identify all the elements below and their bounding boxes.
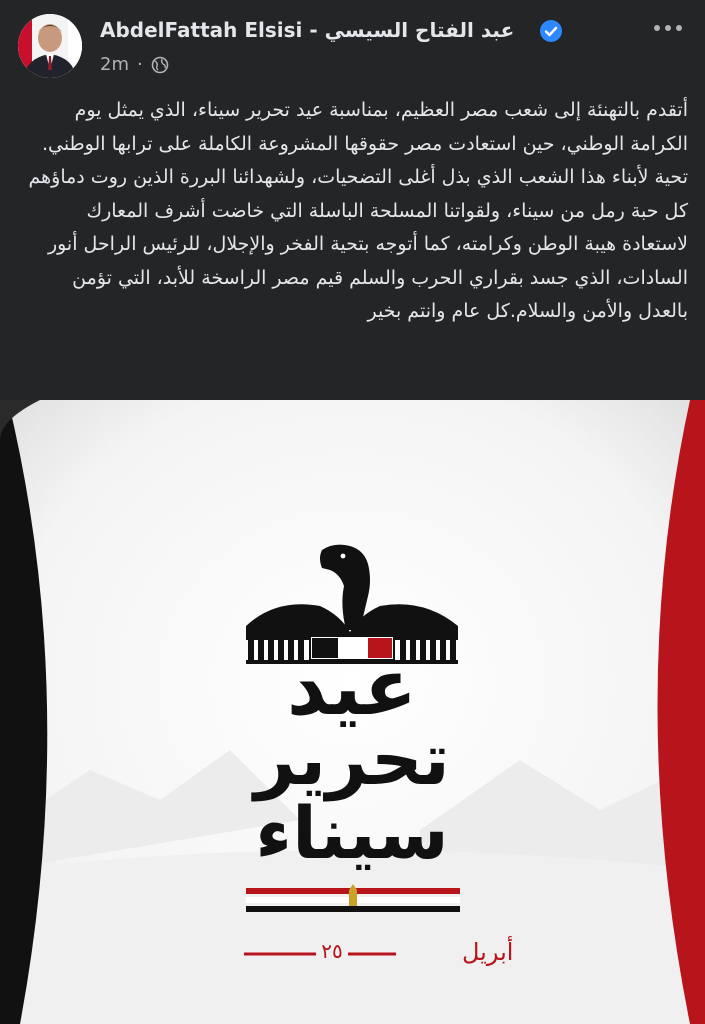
post-image[interactable] [0,400,705,1024]
post-message [18,94,688,329]
graphic-title-line-2: تحرير [254,717,450,801]
globe-icon[interactable] [151,56,169,74]
post-timestamp[interactable]: 2m [100,54,129,75]
graphic-date-month: أبريل [462,938,514,966]
post-paragraph-1: أتقدم بالتهنئة إلى شعب مصر العظيم، بمناسبة عيد تحرير سيناء، الذي يمثل يوم الكرامة الوطني، حين استعادت مصر حقوقها المشروعة الكاملة على ترابها الوطني. [41,99,688,155]
graphic-title-line-1: عيد [286,643,418,733]
egypt-flag-stripes [246,884,460,912]
sinai-liberation-graphic [0,400,705,1024]
verified-badge-icon [539,19,563,43]
graphic-title-line-3: سيناء [255,791,449,875]
post-meta [100,54,169,75]
author-avatar[interactable] [18,14,82,78]
more-options-icon[interactable] [648,16,688,40]
post-paragraph-2: تحية لأبناء هذا الشعب الذي بذل أغلى التضحيات، ولشهدائنا البررة الذين روت دماؤهم كل حبة رمل من سيناء، ولقواتنا المسلحة الباسلة التي خاضت أشرف المعارك لاستعادة هيبة الوطن وكرامته، كما أتوجه بتحية الفخر والإجلال، للرئيس الراحل أنور السادات، الذي جسد بقراري الحرب والسلم قيم مصر الراسخة للأبد، التي تؤمن بالعدل والأمن والسلام.كل عام وانتم بخير [28,166,688,322]
post-header [0,0,705,88]
graphic-date-day: ٢٥ [321,939,343,963]
meta-separator: · [137,54,143,75]
author-name[interactable]: AbdelFattah Elsisi - عبد الفتاح السيسي [100,18,515,42]
